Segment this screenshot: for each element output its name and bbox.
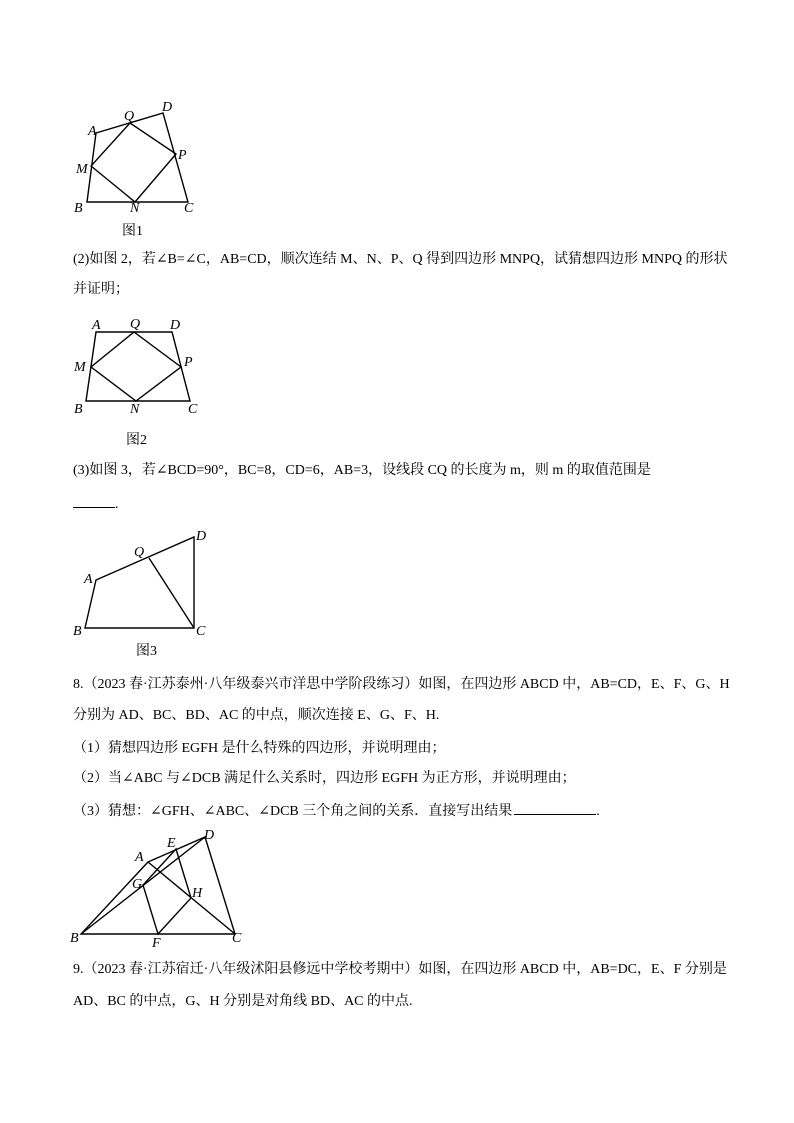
p8-sub-3-text: （3）猜想：∠GFH、∠ABC、∠DCB 三个角之间的关系．直接写出结果 [73, 804, 513, 819]
label-c: C [232, 931, 242, 946]
label-a: A [135, 850, 144, 865]
label-a: A [92, 318, 101, 333]
label-a: A [84, 572, 93, 587]
label-b: B [70, 931, 79, 946]
figure-1-caption: 图1 [122, 224, 143, 239]
q3-line-2 [73, 494, 119, 514]
quad-mnpq [91, 332, 181, 401]
label-g: G [132, 877, 143, 892]
q2-line-2: 并证明； [73, 282, 129, 297]
figure-4-diagram [65, 825, 255, 950]
p8-sub-2: （2）当∠ABC 与∠DCB 满足什么关系时，四边形 EGFH 为正方形，并说明理由； [73, 771, 576, 786]
label-d: D [170, 318, 181, 333]
label-c: C [188, 402, 198, 417]
figure-3 [70, 525, 220, 640]
p8-sub-3-period: . [596, 804, 600, 819]
p8-line-1: 8.（2023 春·江苏泰州·八年级泰兴市洋思中学阶段练习）如图，在四边形 ABCD 中，AB=CD，E、F、G、H [73, 677, 730, 692]
label-b: B [74, 402, 83, 417]
label-c: C [184, 201, 194, 216]
label-d: D [196, 529, 207, 544]
figure-2 [70, 312, 210, 422]
p8-line-2: 分别为 AD、BC、BD、AC 的中点，顺次连接 E、G、F、H. [73, 708, 440, 723]
figure-2-diagram [70, 312, 210, 422]
label-n: N [130, 201, 140, 216]
label-d: D [204, 828, 215, 843]
label-c: C [196, 624, 206, 639]
label-p: P [184, 355, 193, 370]
label-n: N [130, 402, 140, 417]
q3-line-1: (3)如图 3，若∠BCD=90°，BC=8，CD=6，AB=3，设线段 CQ 的长度为 m，则 m 的取值范围是 [73, 463, 651, 478]
label-m: M [76, 162, 88, 177]
figure-3-diagram [70, 525, 220, 640]
label-p: P [178, 148, 187, 163]
label-m: M [74, 360, 86, 375]
figure-4 [65, 825, 255, 950]
quad-abcd [86, 332, 190, 401]
figure-2-caption: 图2 [126, 433, 147, 448]
label-e: E [167, 836, 176, 851]
p9-line-1: 9.（2023 春·江苏宿迁·八年级沭阳县修远中学校考期中）如图，在四边形 ABCD 中，AB=DC，E、F 分别是 [73, 962, 727, 977]
figure-1-diagram [70, 95, 210, 225]
label-q: Q [134, 545, 145, 560]
label-f: F [152, 936, 161, 951]
label-d: D [162, 100, 173, 115]
answer-blank[interactable] [73, 494, 115, 508]
label-h: H [192, 886, 203, 901]
label-q: Q [130, 317, 141, 332]
label-b: B [74, 201, 83, 216]
figure-3-caption: 图3 [136, 644, 157, 659]
q3-period: . [115, 497, 119, 512]
q2-line-1: (2)如图 2，若∠B=∠C，AB=CD，顺次连结 M、N、P、Q 得到四边形 MNPQ，试猜想四边形 MNPQ 的形状 [73, 252, 728, 267]
p8-sub-1: （1）猜想四边形 EGFH 是什么特殊的四边形，并说明理由； [73, 741, 446, 756]
answer-blank[interactable] [514, 801, 596, 815]
quad-mnpq [91, 123, 176, 202]
label-q: Q [124, 109, 135, 124]
p9-line-2: AD、BC 的中点，G、H 分别是对角线 BD、AC 的中点. [73, 994, 413, 1009]
segment-cq [149, 558, 194, 628]
label-b: B [73, 624, 82, 639]
figure-1 [70, 95, 210, 225]
p8-sub-3 [73, 801, 600, 821]
quad-abcd [81, 837, 235, 934]
label-a: A [88, 124, 97, 139]
